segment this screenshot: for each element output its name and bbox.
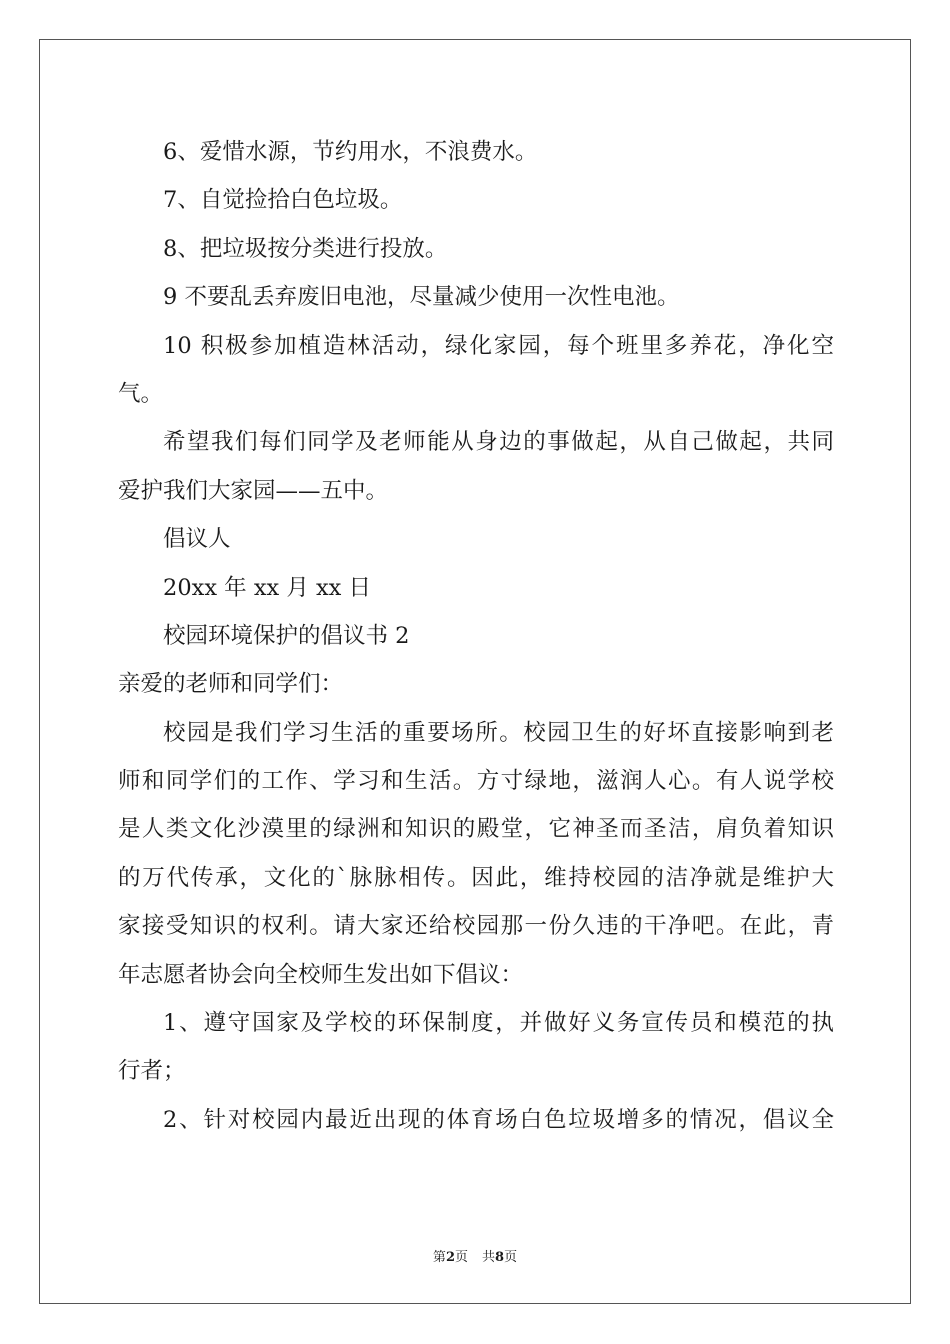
current-page-number: 2 — [445, 1250, 455, 1265]
list-item-8: 8、把垃圾按分类进行投放。 — [163, 235, 448, 262]
proposal-item-1-line-1: 1、遵守国家及学校的环保制度，并做好义务宣传员和模范的执 — [163, 1010, 834, 1037]
list-item-10-line-2: 气。 — [118, 380, 164, 407]
page-footer — [0, 1246, 950, 1265]
closing-paragraph-line-1: 希望我们每们同学及老师能从身边的事做起，从自己做起，共同 — [163, 429, 834, 456]
body-paragraph-line-3: 是人类文化沙漠里的绿洲和知识的殿堂，它神圣而圣洁，肩负着知识 — [118, 816, 834, 843]
body-paragraph-line-2: 师和同学们的工作、学习和生活。方寸绿地，滋润人心。有人说学校 — [118, 768, 834, 795]
body-paragraph-line-1: 校园是我们学习生活的重要场所。校园卫生的好坏直接影响到老 — [163, 719, 834, 746]
signature-date: 20xx 年 xx 月 xx 日 — [163, 574, 372, 601]
salutation: 亲爱的老师和同学们： — [118, 671, 344, 698]
proposal-item-2-line-1: 2、针对校园内最近出现的体育场白色垃圾增多的情况，倡议全 — [163, 1106, 834, 1133]
body-paragraph-line-5: 家接受知识的权利。请大家还给校园那一份久违的干净吧。在此，青 — [118, 913, 834, 940]
total-page-count: 8 — [495, 1250, 505, 1265]
list-item-9: 9 不要乱丢弃废旧电池，尽量减少使用一次性电池。 — [163, 284, 680, 311]
body-paragraph-line-4: 的万代传承，文化的`脉脉相传。因此，维持校园的洁净就是维护大 — [118, 864, 834, 891]
total-pages-prefix: 共 — [482, 1250, 496, 1265]
proposal-item-1-line-2: 行者； — [118, 1058, 186, 1085]
list-item-10-line-1: 10 积极参加植造林活动，绿化家园，每个班里多养花，净化空 — [163, 332, 834, 359]
page-number-unit: 页 — [454, 1250, 468, 1265]
total-pages-unit: 页 — [504, 1250, 518, 1265]
signature-proposer: 倡议人 — [163, 526, 231, 553]
list-item-6: 6、爱惜水源，节约用水，不浪费水。 — [163, 139, 538, 165]
list-item-7: 7、自觉捡拾白色垃圾。 — [163, 187, 403, 214]
body-paragraph-line-6: 年志愿者协会向全校师生发出如下倡议： — [118, 961, 524, 988]
section-title: 校园环境保护的倡议书 2 — [163, 622, 410, 649]
page-number-prefix: 第 — [432, 1250, 446, 1265]
document-body — [118, 128, 834, 1144]
closing-paragraph-line-2: 爱护我们大家园——五中。 — [118, 477, 389, 504]
